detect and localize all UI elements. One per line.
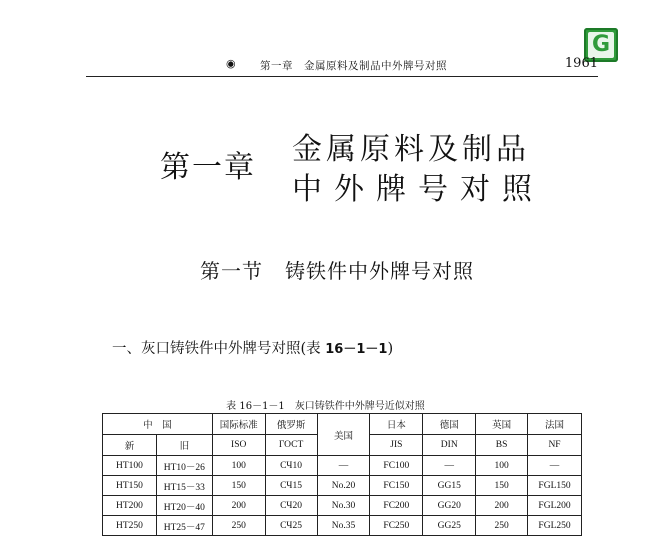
table-cell: No.30 [317,496,370,516]
table-cell: HT250 [103,516,157,536]
header-japan: 日本 [370,414,423,435]
table-cell: No.20 [317,476,370,496]
table-cell: 100 [476,456,528,476]
table-cell: FGL250 [528,516,582,536]
table-cell: GG20 [423,496,476,516]
table-row [103,456,582,476]
chapter-label: 第一章 [160,150,256,185]
table-cell: — [317,456,370,476]
chapter-title-line-2: 中外牌号对照 [292,172,544,207]
page-number: 1961 [564,56,598,71]
table-row [103,476,582,496]
table-cell: СЧ10 [265,456,317,476]
table-cell: СЧ25 [265,516,317,536]
table-cell: FGL200 [528,496,582,516]
table-cell: FC100 [370,456,423,476]
table-cell: HT25－47 [156,516,212,536]
table-cell: HT150 [103,476,157,496]
table-cell: 150 [212,476,265,496]
subsection-heading [112,337,393,358]
header-bullet-icon: ◉ [226,57,236,70]
g-logo-icon: G [591,32,611,57]
table-cell: HT20－40 [156,496,212,516]
table-cell: HT100 [103,456,157,476]
table-cell: 150 [476,476,528,496]
section-heading [200,255,474,284]
header-old: 旧 [156,435,212,456]
table-row [103,516,582,536]
header-germany-code: DIN [423,435,476,456]
table-cell: 200 [476,496,528,516]
table-caption-title: 灰口铸铁件中外牌号近似对照 [294,401,425,412]
header-rule [86,76,598,77]
header-usa: 美国 [317,414,370,456]
chapter-title-line-1: 金属原料及制品 [292,132,530,167]
table-cell: FC150 [370,476,423,496]
table-caption-number: 表 16－1－1 [226,401,285,412]
section-title: 铸铁件中外牌号对照 [285,259,474,283]
header-japan-code: JIS [370,435,423,456]
header-russia-code: ГОСТ [265,435,317,456]
header-iso: 国际标准 [212,414,265,435]
running-header [86,56,598,74]
table-cell: FC250 [370,516,423,536]
grade-comparison-table [102,413,582,536]
table-cell: GG15 [423,476,476,496]
table-cell: 250 [476,516,528,536]
table-cell: 100 [212,456,265,476]
section-label: 第一节 [200,259,263,283]
table-cell: GG25 [423,516,476,536]
header-uk: 英国 [476,414,528,435]
header-germany: 德国 [423,414,476,435]
header-france-code: NF [528,435,582,456]
table-cell: СЧ20 [265,496,317,516]
table-header-row-top [103,414,582,435]
table-cell: HT200 [103,496,157,516]
header-iso-code: ISO [212,435,265,456]
subsection-table-ref: 16－1－1 [325,342,388,357]
table-caption [0,397,651,412]
table-cell: — [423,456,476,476]
header-china: 中 国 [103,414,213,435]
table-cell: — [528,456,582,476]
table-cell: FC200 [370,496,423,516]
subsection-suffix: ) [387,341,394,357]
running-header-title: 第一章 金属原料及制品中外牌号对照 [260,60,447,72]
header-france: 法国 [528,414,582,435]
header-russia: 俄罗斯 [265,414,317,435]
table-cell: HT15－33 [156,476,212,496]
table-cell: СЧ15 [265,476,317,496]
table-cell: No.35 [317,516,370,536]
table-row [103,496,582,516]
header-new: 新 [103,435,157,456]
table-cell: 200 [212,496,265,516]
subsection-prefix: 一、灰口铸铁件中外牌号对照(表 [112,341,326,357]
logo-inner [588,32,614,58]
table-cell: HT10－26 [156,456,212,476]
header-uk-code: BS [476,435,528,456]
table-cell: FGL150 [528,476,582,496]
table-cell: 250 [212,516,265,536]
